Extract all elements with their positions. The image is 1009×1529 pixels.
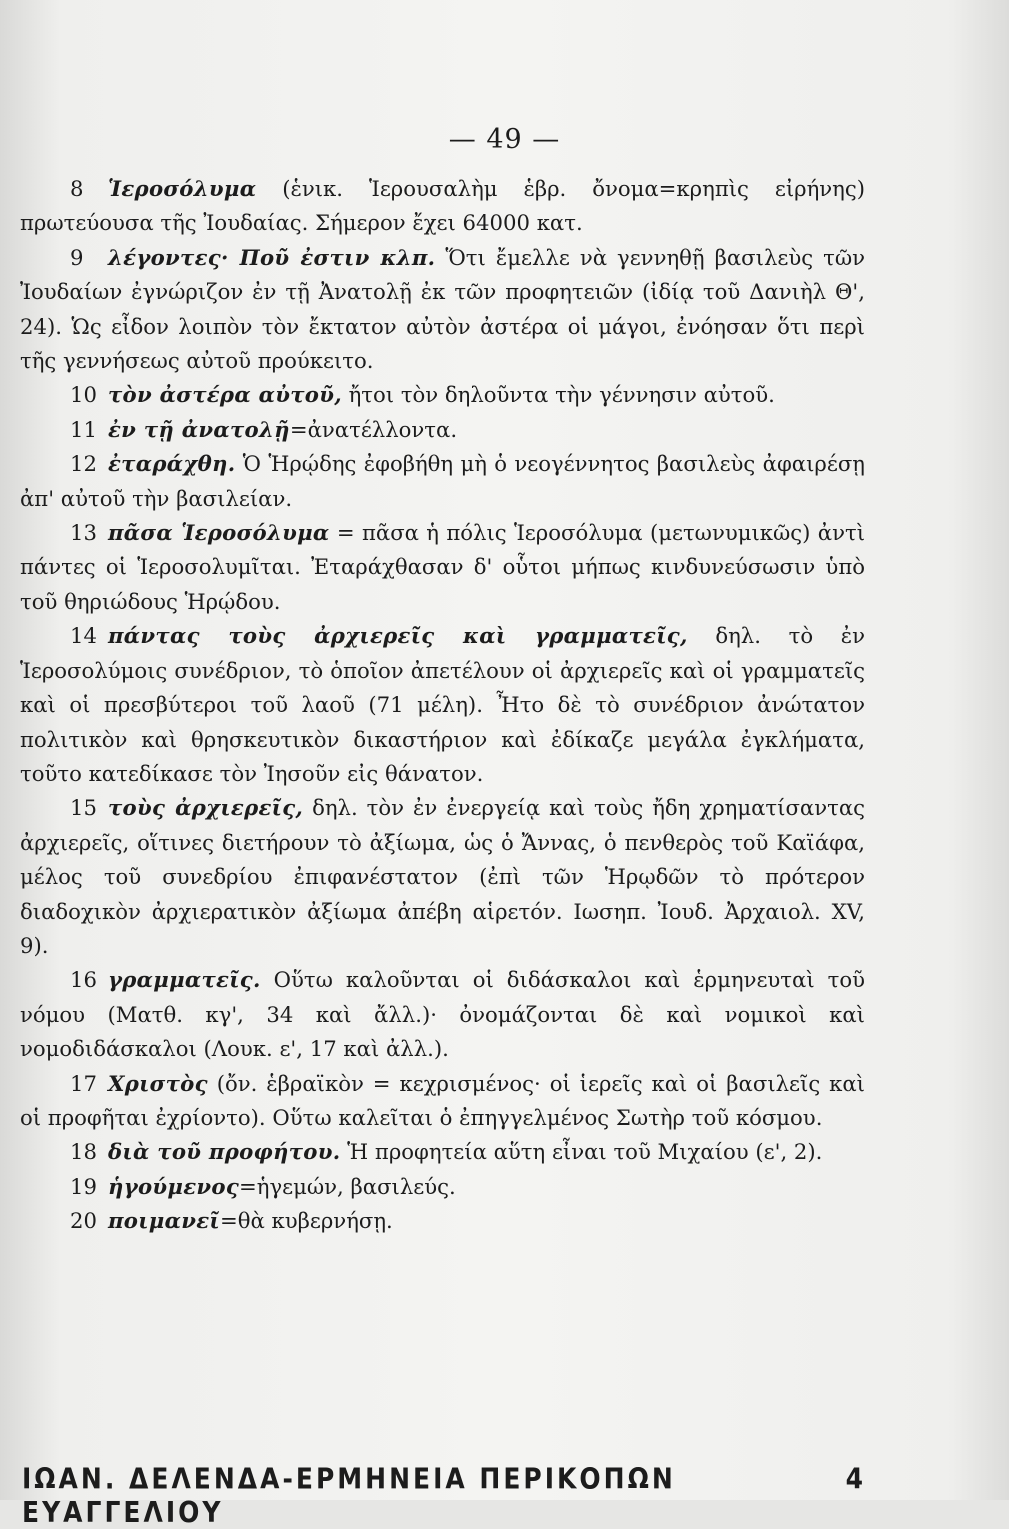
note-lemma: πᾶσα Ἱεροσόλυμα [108, 520, 330, 546]
note-text: ἤτοι τὸν δηλοῦντα τὴν γέννησιν αὐτοῦ. [341, 382, 775, 408]
note-text: Ὁ Ἡρῴδης ἐφοβήθη μὴ ὁ νεογέννητος βασιλεὺς ἀφαιρέσῃ ἀπ' αὐτοῦ τὴν βασιλείαν. [20, 451, 865, 511]
note-17 [20, 1067, 865, 1136]
note-15 [20, 791, 865, 963]
note-10 [20, 378, 865, 412]
note-number: 8 [70, 176, 84, 201]
note-12 [20, 447, 865, 516]
note-20 [20, 1204, 865, 1238]
note-number: 12 [70, 451, 97, 477]
note-text: =θὰ κυβερνήσῃ. [219, 1208, 393, 1234]
note-18 [20, 1135, 865, 1169]
note-number: 10 [70, 382, 97, 408]
note-lemma: Ἱεροσόλυμα [108, 176, 257, 201]
note-lemma: γραμματεῖς. [108, 967, 261, 993]
note-text: =ἡγεμών, βασιλεύς. [239, 1173, 456, 1199]
note-19 [20, 1170, 865, 1204]
note-lemma: λέγοντες· Ποῦ ἐστιν κλπ. [108, 244, 436, 270]
note-number: 14 [70, 623, 97, 649]
note-text: (ἑνικ. Ἱερουσαλὴμ ἑβρ. ὄνομα=κρηπὶς εἰρήνης) πρωτεύουσα τῆς Ἰουδαίας. Σήμερον ἔχει 64000 κατ. [20, 176, 865, 236]
note-number: 11 [70, 416, 97, 442]
note-text: δηλ. τὸν ἐν ἐνεργείᾳ καὶ τοὺς ἤδη χρηματίσαντας ἀρχιερεῖς, οἵτινες διετήρουν τὸ ἀξίωμα, ὡς ὁ Ἄννας, ὁ πενθερὸς τοῦ Καϊάφα, μέλος τοῦ συνεδρίου ἐπιφανέστατον (ἐπὶ τῶν Ἡρῳδῶν τὸ πρότερον διαδοχικὸν ἀρχιερατικὸν ἀξίωμα ἀπέβη αἱρετόν. Ιωσηπ. Ἰουδ. Ἀρχαιολ. XV, 9). [20, 795, 865, 958]
page-number: — 49 — [448, 124, 561, 155]
note-lemma: τοὺς ἀρχιερεῖς, [108, 795, 304, 821]
note-lemma: διὰ τοῦ προφήτου. [108, 1139, 341, 1165]
note-number: 16 [70, 967, 97, 993]
note-lemma: πάντας τοὺς ἀρχιερεῖς καὶ γραμματεῖς, [108, 623, 688, 649]
note-13 [20, 516, 865, 619]
notes-list [20, 172, 865, 1239]
note-9 [20, 241, 865, 379]
note-8 [20, 172, 865, 241]
note-number: 19 [70, 1173, 97, 1199]
note-number: 20 [70, 1208, 97, 1234]
note-lemma: ἐν τῇ ἀνατολῇ [108, 416, 290, 442]
note-text: Ὅτι ἔμελλε νὰ γεννηθῇ βασιλεὺς τῶν Ἰουδαίων ἐγνώριζον ἐν τῇ Ἀνατολῇ ἐκ τῶν προφητειῶν (ἰδίᾳ τοῦ Δανιὴλ Θ', 24). Ὡς εἶδον λοιπὸν τὸν ἔκτατον αὐτὸν ἀστέρα οἱ μάγοι, ἐνόησαν ὅτι περὶ τῆς γεννήσεως αὐτοῦ προύκειτο. [20, 244, 865, 374]
note-text: =ἀνατέλλοντα. [289, 416, 458, 442]
note-16 [20, 963, 865, 1066]
note-14 [20, 619, 865, 791]
note-number: 15 [70, 795, 97, 821]
note-lemma: Χριστὸς [108, 1070, 208, 1096]
note-number: 9 [70, 244, 84, 270]
note-text: (ὄν. ἑβραϊκὸν = κεχρισμένος· οἱ ἱερεῖς καὶ οἱ βασιλεῖς καὶ οἱ προφῆται ἐχρίοντο). Οὕτω καλεῖται ὁ ἐπηγγελμένος Σωτὴρ τοῦ κόσμου. [20, 1070, 865, 1130]
note-text: Οὕτω καλοῦνται οἱ διδάσκαλοι καὶ ἑρμηνευταὶ τοῦ νόμου (Ματθ. κγ', 34 καὶ ἄλλ.)· ὀνομάζονται δὲ καὶ νομικοὶ καὶ νομοδιδάσκαλοι (Λουκ. ε', 17 καὶ ἀλλ.). [20, 967, 865, 1062]
note-text: Ἡ προφητεία αὕτη εἶναι τοῦ Μιχαίου (ε', 2). [340, 1139, 823, 1165]
running-title: ΙΩΑΝ. ΔΕΛΕΝΔΑ-ΕΡΜΗΝΕΙΑ ΠΕΡΙΚΟΠΩΝ ΕΥΑΓΓΕΛΙΟΥ [22, 1462, 676, 1529]
note-text: δηλ. τὸ ἐν Ἱεροσολύμοις συνέδριον, τὸ ὁποῖον ἀπετέλουν οἱ ἀρχιερεῖς καὶ οἱ γραμματεῖς καὶ οἱ πρεσβύτεροι τοῦ λαοῦ (71 μέλη). Ἦτο δὲ τὸ συνέδριον ἀνώτατον πολιτικὸν καὶ θρησκευτικὸν δικαστήριον καὶ ἐδίκαζε μεγάλα ἐγκλήματα, τοῦτο κατεδίκασε τὸν Ἰησοῦν εἰς θάνατον. [20, 623, 865, 786]
note-number: 18 [70, 1139, 97, 1165]
note-number: 17 [70, 1070, 97, 1096]
note-lemma: ποιμανεῖ [108, 1208, 220, 1234]
page-footer [22, 1462, 867, 1529]
note-lemma: ἡγούμενος [108, 1173, 240, 1199]
note-11 [20, 413, 865, 447]
note-lemma: τὸν ἀστέρα αὐτοῦ, [108, 382, 342, 408]
note-lemma: ἐταράχθη. [108, 451, 236, 477]
signature-mark: 4 [845, 1462, 863, 1496]
note-text: = πᾶσα ἡ πόλις Ἱεροσόλυμα (μετωνυμικῶς) ἀντὶ πάντες οἱ Ἱεροσολυμῖται. Ἐταράχθασαν δ' οὗτοι μήπως κινδυνεύσωσιν ὑπὸ τοῦ θηριώδους Ἡρῴδου. [20, 520, 865, 614]
note-number: 13 [70, 520, 97, 546]
